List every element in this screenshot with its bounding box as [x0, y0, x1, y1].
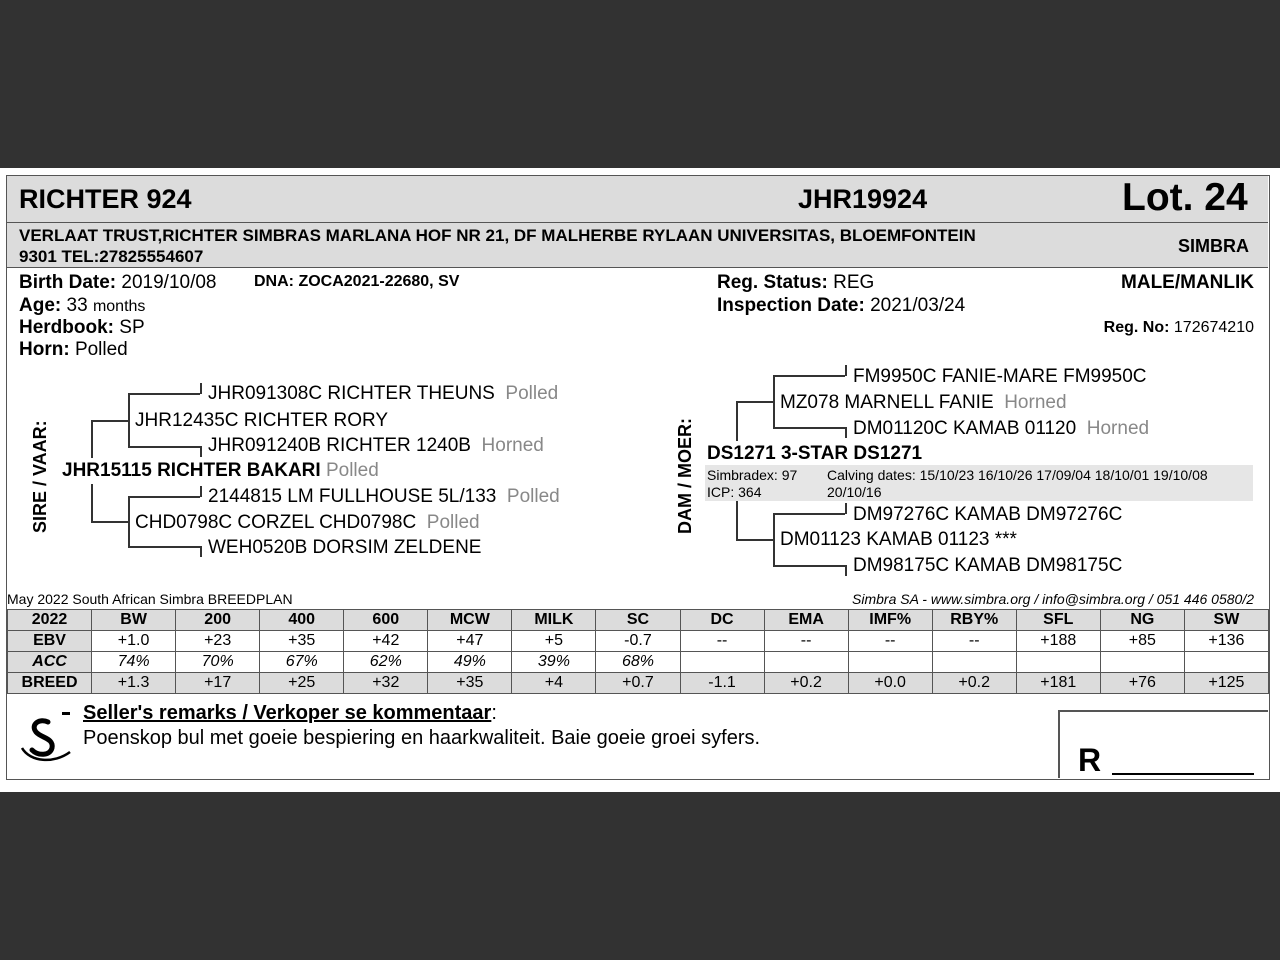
pedigree-line	[736, 539, 773, 541]
ebv-cell	[932, 652, 1016, 673]
herdbook	[19, 317, 145, 339]
ebv-row-label: BREED	[8, 673, 92, 694]
pedigree-line	[91, 521, 128, 523]
pedigree-line	[200, 446, 202, 457]
ebv-cell: BW	[92, 610, 176, 631]
ebv-cell: RBY%	[932, 610, 1016, 631]
ebv-cell	[680, 652, 764, 673]
breedplan-source: May 2022 South African Simbra BREEDPLAN	[7, 591, 293, 607]
animal-name: RICHTER 924	[19, 184, 192, 214]
pedigree-line	[128, 393, 130, 447]
ssd-horn: Horned	[481, 435, 544, 456]
ebv-cell: +181	[1016, 673, 1100, 694]
dsd-name: DM01120C KAMAB 01120	[853, 418, 1077, 439]
birth-date-label: Birth Date:	[19, 272, 117, 293]
pedigree-line	[845, 503, 847, 514]
ebv-cell: -0.7	[596, 631, 680, 652]
price-entry-line[interactable]	[1112, 773, 1254, 775]
ssd-name: JHR091240B RICHTER 1240B	[208, 435, 471, 456]
ebv-cell: 200	[176, 610, 260, 631]
pedigree-line	[200, 486, 202, 497]
ebv-cell: DC	[680, 610, 764, 631]
ebv-row-label: 2022	[8, 610, 92, 631]
dna-info: DNA: ZOCA2021-22680, SV	[254, 273, 460, 290]
age-value: 33	[66, 295, 88, 316]
simbradex: Simbradex: 97	[707, 467, 798, 483]
breed-label: SIMBRA	[1178, 236, 1249, 256]
ebv-table	[7, 609, 1269, 694]
ebv-cell: --	[680, 631, 764, 652]
ebv-cell: +35	[260, 631, 344, 652]
ebv-cell: +35	[428, 673, 512, 694]
pedigree-line	[128, 393, 200, 395]
sss-name: JHR091308C RICHTER THEUNS	[208, 383, 495, 404]
ebv-header-row	[8, 610, 1269, 631]
ebv-cell: +188	[1016, 631, 1100, 652]
ebv-cell: 68%	[596, 652, 680, 673]
ebv-cell: +23	[176, 631, 260, 652]
header-row	[7, 176, 1268, 223]
reg-no-value: 172674210	[1173, 319, 1254, 336]
ebv-cell: MCW	[428, 610, 512, 631]
sire-dam-sire	[208, 486, 560, 508]
pedigree-line	[773, 427, 845, 429]
sire-side-label: SIRE / VAAR:	[30, 420, 50, 533]
reg-no-label: Reg. No:	[1103, 319, 1170, 336]
pedigree-line	[773, 375, 845, 377]
remarks-title: Seller's remarks / Verkoper se kommentaar	[83, 702, 492, 724]
ebv-cell: 70%	[176, 652, 260, 673]
ebv-cell: +5	[512, 631, 596, 652]
ebv-row-label: ACC	[8, 652, 92, 673]
dam-sire-sire: FM9950C FANIE-MARE FM9950C	[853, 366, 1147, 387]
dam-dam: DM01123 KAMAB 01123 ***	[780, 529, 1017, 550]
sds-name: 2144815 LM FULLHOUSE 5L/133	[208, 486, 497, 507]
calving-dates-cont: 20/10/16	[827, 484, 882, 500]
pedigree-line	[736, 401, 738, 441]
ebv-cell: NG	[1100, 610, 1184, 631]
pedigree-line	[773, 513, 845, 515]
ebv-cell: +0.2	[764, 673, 848, 694]
pedigree-line	[736, 401, 773, 403]
pedigree-line	[200, 546, 202, 557]
horn-status	[19, 339, 128, 361]
ebv-cell: --	[764, 631, 848, 652]
herdbook-label: Herdbook:	[19, 317, 114, 338]
ebv-cell: IMF%	[848, 610, 932, 631]
horn-value: Polled	[74, 339, 128, 360]
price-box-left	[1058, 710, 1060, 778]
herdbook-value: SP	[119, 317, 145, 338]
sire-dam	[135, 512, 480, 534]
sire-sire-sire	[208, 383, 558, 405]
ebv-cell: +17	[176, 673, 260, 694]
ebv-cell: +0.2	[932, 673, 1016, 694]
sd-name: CHD0798C CORZEL CHD0798C	[135, 512, 417, 533]
sire-sire-dam	[208, 435, 544, 457]
ebv-cell: SW	[1184, 610, 1268, 631]
owner-address-line2: 9301 TEL:27825554607	[19, 247, 204, 266]
pedigree-line	[91, 420, 93, 458]
horn-label: Horn:	[19, 339, 70, 360]
price-box-top	[1058, 710, 1268, 712]
ebv-cell: MILK	[512, 610, 596, 631]
ds-name: MZ078 MARNELL FANIE	[780, 392, 994, 413]
dam-dam-sire: DM97276C KAMAB DM97276C	[853, 504, 1123, 525]
sire-name: JHR15115 RICHTER BAKARI	[62, 460, 321, 481]
ebv-cell: 67%	[260, 652, 344, 673]
pedigree-line	[736, 500, 738, 540]
dam-name: DS1271 3-STAR DS1271	[707, 443, 923, 464]
pedigree-line	[845, 565, 847, 576]
reg-status-label: Reg. Status:	[717, 272, 828, 293]
pedigree-line	[128, 446, 200, 448]
ebv-cell: +76	[1100, 673, 1184, 694]
ebv-cell: 74%	[92, 652, 176, 673]
sire-dam-dam: WEH0520B DORSIM ZELDENE	[208, 537, 482, 558]
inspection-date	[717, 295, 965, 317]
pedigree-line	[200, 383, 202, 394]
ebv-cell: +1.0	[92, 631, 176, 652]
registration-number	[1104, 319, 1254, 337]
age-label: Age:	[19, 295, 62, 316]
icp: ICP: 364	[707, 484, 762, 500]
pedigree-line	[773, 513, 775, 566]
dsd-horn: Horned	[1086, 418, 1150, 439]
ebv-cell: 49%	[428, 652, 512, 673]
registration-code: JHR19924	[798, 184, 928, 214]
pedigree-line	[91, 420, 128, 422]
ebv-cell: +85	[1100, 631, 1184, 652]
ebv-row	[8, 631, 1269, 652]
ebv-cell: SFL	[1016, 610, 1100, 631]
ebv-cell: +136	[1184, 631, 1268, 652]
price-prefix: R	[1078, 742, 1102, 778]
dam-sire-dam	[853, 418, 1149, 440]
lot-number: Lot. 24	[1122, 176, 1248, 219]
pedigree-line	[845, 427, 847, 438]
ebv-cell: -1.1	[680, 673, 764, 694]
ebv-cell: --	[932, 631, 1016, 652]
ebv-cell: SC	[596, 610, 680, 631]
sire-sire: JHR12435C RICHTER RORY	[135, 410, 389, 431]
sire-horn: Polled	[325, 460, 379, 481]
remarks-heading	[83, 702, 497, 725]
sd-horn: Polled	[426, 512, 480, 533]
ebv-cell: +25	[260, 673, 344, 694]
reg-status-value: REG	[833, 272, 875, 293]
ebv-cell	[764, 652, 848, 673]
breed-row	[8, 673, 1269, 694]
ebv-cell: +42	[344, 631, 428, 652]
ebv-cell	[1100, 652, 1184, 673]
pedigree-line	[845, 365, 847, 376]
sire	[62, 460, 379, 482]
sds-horn: Polled	[506, 486, 560, 507]
ebv-row-label: EBV	[8, 631, 92, 652]
reg-status	[717, 272, 874, 294]
pedigree-line	[773, 565, 845, 567]
ebv-cell: EMA	[764, 610, 848, 631]
ebv-cell: --	[848, 631, 932, 652]
ebv-cell: +125	[1184, 673, 1268, 694]
pedigree-line	[773, 375, 775, 428]
inspection-date-value: 2021/03/24	[870, 295, 966, 316]
calving-dates: Calving dates: 15/10/23 16/10/26 17/09/04 18/10/01 19/10/08	[827, 467, 1208, 483]
birth-date	[19, 272, 217, 294]
pedigree-line	[91, 484, 93, 522]
sex-label: MALE/MANLIK	[1121, 272, 1254, 293]
owner-address-line1: VERLAAT TRUST,RICHTER SIMBRAS MARLANA HOF NR 21, DF MALHERBE RYLAAN UNIVERSITAS, BLOEMFONTEIN	[19, 226, 976, 245]
simbra-logo-icon	[18, 708, 74, 764]
ebv-cell: 400	[260, 610, 344, 631]
dam-sire	[780, 392, 1067, 414]
ebv-cell: 62%	[344, 652, 428, 673]
ds-horn: Horned	[1004, 392, 1067, 413]
ebv-cell	[1016, 652, 1100, 673]
age	[19, 295, 145, 317]
simbra-contact: Simbra SA - www.simbra.org / info@simbra.org / 051 446 0580/2	[852, 591, 1254, 607]
ebv-cell: +1.3	[92, 673, 176, 694]
dam-side-label: DAM / MOER:	[675, 418, 695, 534]
remarks-colon: :	[491, 702, 497, 724]
age-unit: months	[92, 298, 146, 315]
inspection-date-label: Inspection Date:	[717, 295, 865, 316]
ebv-cell	[1184, 652, 1268, 673]
ebv-cell: 39%	[512, 652, 596, 673]
ebv-cell	[848, 652, 932, 673]
acc-row	[8, 652, 1269, 673]
pedigree-line	[128, 496, 200, 498]
pedigree-line	[128, 496, 130, 547]
ebv-cell: +0.7	[596, 673, 680, 694]
ebv-cell: 600	[344, 610, 428, 631]
lot-card	[0, 168, 1280, 792]
ebv-cell: +47	[428, 631, 512, 652]
dam-dam-dam: DM98175C KAMAB DM98175C	[853, 555, 1123, 576]
ebv-cell: +4	[512, 673, 596, 694]
ebv-cell: +32	[344, 673, 428, 694]
pedigree-line	[128, 546, 200, 548]
sss-horn: Polled	[505, 383, 559, 404]
ebv-cell: +0.0	[848, 673, 932, 694]
remarks-text: Poenskop bul met goeie bespiering en haarkwaliteit. Baie goeie groei syfers.	[83, 727, 761, 749]
birth-date-value: 2019/10/08	[121, 272, 217, 293]
